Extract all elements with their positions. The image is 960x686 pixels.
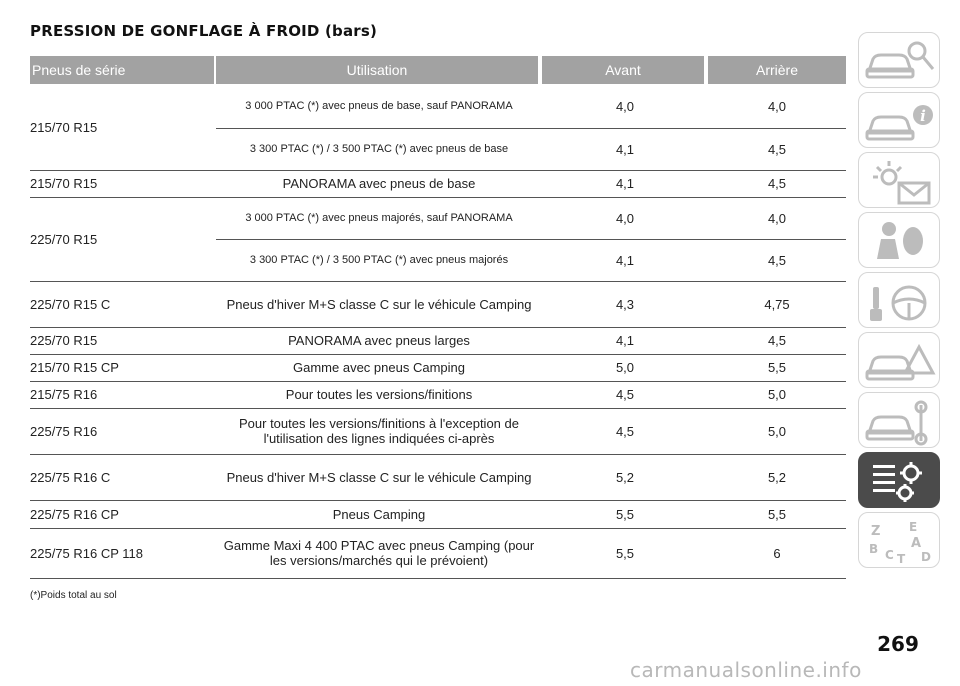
table-row (30, 454, 846, 500)
steering-wheel-icon (859, 273, 941, 329)
svg-text:D: D (921, 550, 931, 564)
nav-tab-seat-airbag[interactable] (858, 212, 940, 268)
tyre-size-cell: 225/70 R15 C (30, 281, 216, 327)
watermark: carmanualsonline.info (630, 658, 862, 682)
tyre-size-cell: 225/70 R15 (30, 327, 216, 354)
nav-tab-car-info[interactable] (858, 92, 940, 148)
header-usage: Utilisation (216, 56, 538, 84)
tyre-size-cell: 225/75 R16 CP 118 (30, 528, 216, 578)
usage-cell: Pneus Camping (216, 500, 542, 528)
rear-pressure-cell: 4,75 (708, 281, 846, 327)
car-breakdown-icon (859, 333, 941, 389)
table-row (30, 408, 846, 454)
seat-airbag-icon (859, 213, 941, 269)
header-rear: Arrière (708, 56, 846, 84)
front-pressure-cell: 4,5 (542, 408, 708, 454)
table-row (30, 327, 846, 354)
usage-cell: Pneus d'hiver M+S classe C sur le véhicule Camping (216, 281, 542, 327)
svg-text:i: i (920, 107, 926, 125)
tyre-size-cell: 225/75 R16 (30, 408, 216, 454)
usage-cell: Pour toutes les versions/finitions (216, 381, 542, 408)
rear-pressure-cell: 5,5 (708, 500, 846, 528)
rear-pressure-cell: 4,5 (708, 327, 846, 354)
footnote: (*)Poids total au sol (30, 590, 117, 601)
tyre-size-cell: 215/70 R15 (30, 170, 216, 197)
nav-tab-alphabetical-index[interactable] (858, 512, 940, 568)
car-search-icon (859, 33, 941, 89)
front-pressure-cell: 5,5 (542, 528, 708, 578)
tyre-size-cell: 215/70 R15 (30, 120, 98, 136)
page-number: 269 (877, 632, 919, 656)
rear-pressure-cell: 6 (708, 528, 846, 578)
front-pressure-cell: 4,5 (542, 381, 708, 408)
table-row (30, 170, 846, 197)
nav-tab-steering-wheel[interactable] (858, 272, 940, 328)
header-tyres: Pneus de série (30, 56, 214, 84)
tyre-size-cell: 225/75 R16 CP (30, 500, 216, 528)
front-pressure-cell: 4,1 (542, 170, 708, 197)
nav-tab-car-search[interactable] (858, 32, 940, 88)
usage-cell: Pour toutes les versions/finitions à l'exception de l'utilisation des lignes indiquées ci-après (216, 408, 542, 454)
pressure-table (30, 86, 846, 579)
usage-cell: 3 000 PTAC (*) avec pneus de base, sauf PANORAMA (245, 100, 513, 113)
table-row (30, 500, 846, 528)
table-row (30, 354, 846, 381)
tyre-size-cell: 215/75 R16 (30, 381, 216, 408)
front-pressure-cell: 4,1 (542, 327, 708, 354)
page-title: PRESSION DE GONFLAGE À FROID (bars) (30, 22, 378, 40)
rear-pressure-cell: 4,5 (708, 239, 846, 281)
svg-text:B: B (869, 542, 879, 556)
rear-pressure-cell: 4,5 (708, 170, 846, 197)
usage-cell: 3 300 PTAC (*) / 3 500 PTAC (*) avec pneus de base (216, 128, 542, 170)
rear-pressure-cell: 5,2 (708, 454, 846, 500)
rear-pressure-cell: 4,0 (767, 99, 787, 115)
front-pressure-cell: 4,0 (542, 197, 708, 239)
header-front: Avant (542, 56, 704, 84)
table-row (30, 197, 846, 239)
tyre-size-cell: 225/75 R16 C (30, 454, 216, 500)
front-pressure-cell: 4,0 (615, 99, 635, 115)
usage-cell: Pneus d'hiver M+S classe C sur le véhicule Camping (216, 454, 542, 500)
front-pressure-cell: 5,5 (542, 500, 708, 528)
alphabetical-index-icon (859, 513, 941, 569)
svg-text:T: T (897, 552, 906, 566)
nav-tab-car-maintenance[interactable] (858, 392, 940, 448)
nav-tab-warning-lights[interactable] (858, 152, 940, 208)
svg-text:E: E (909, 520, 918, 534)
rear-pressure-cell: 5,5 (708, 354, 846, 381)
table-row (30, 381, 846, 408)
table-row (30, 528, 846, 578)
usage-cell: 3 300 PTAC (*) / 3 500 PTAC (*) avec pneus majorés (216, 239, 542, 281)
svg-text:Z: Z (871, 524, 881, 539)
tyre-size-cell: 225/70 R15 (30, 197, 216, 281)
front-pressure-cell: 4,3 (542, 281, 708, 327)
tyre-size-cell: 215/70 R15 CP (30, 354, 216, 381)
table-row (30, 86, 846, 128)
usage-cell: PANORAMA avec pneus larges (216, 327, 542, 354)
svg-text:A: A (911, 536, 922, 551)
rear-pressure-cell: 5,0 (708, 408, 846, 454)
svg-text:C: C (885, 548, 894, 562)
front-pressure-cell: 5,0 (542, 354, 708, 381)
usage-cell: Gamme Maxi 4 400 PTAC avec pneus Camping (pour les versions/marchés qui le prévoient) (216, 528, 542, 578)
front-pressure-cell: 4,1 (542, 128, 708, 170)
rear-pressure-cell: 4,5 (708, 128, 846, 170)
usage-cell: 3 000 PTAC (*) avec pneus majorés, sauf PANORAMA (216, 197, 542, 239)
front-pressure-cell: 5,2 (542, 454, 708, 500)
technical-specs-icon (859, 453, 941, 509)
table-row (30, 281, 846, 327)
car-info-icon (859, 93, 941, 149)
warning-lights-icon (859, 153, 941, 209)
nav-tab-car-breakdown[interactable] (858, 332, 940, 388)
nav-tab-technical-specs[interactable] (858, 452, 940, 508)
rear-pressure-cell: 5,0 (708, 381, 846, 408)
rear-pressure-cell: 4,0 (708, 197, 846, 239)
car-maintenance-icon (859, 393, 941, 449)
usage-cell: Gamme avec pneus Camping (216, 354, 542, 381)
front-pressure-cell: 4,1 (542, 239, 708, 281)
usage-cell: PANORAMA avec pneus de base (216, 170, 542, 197)
